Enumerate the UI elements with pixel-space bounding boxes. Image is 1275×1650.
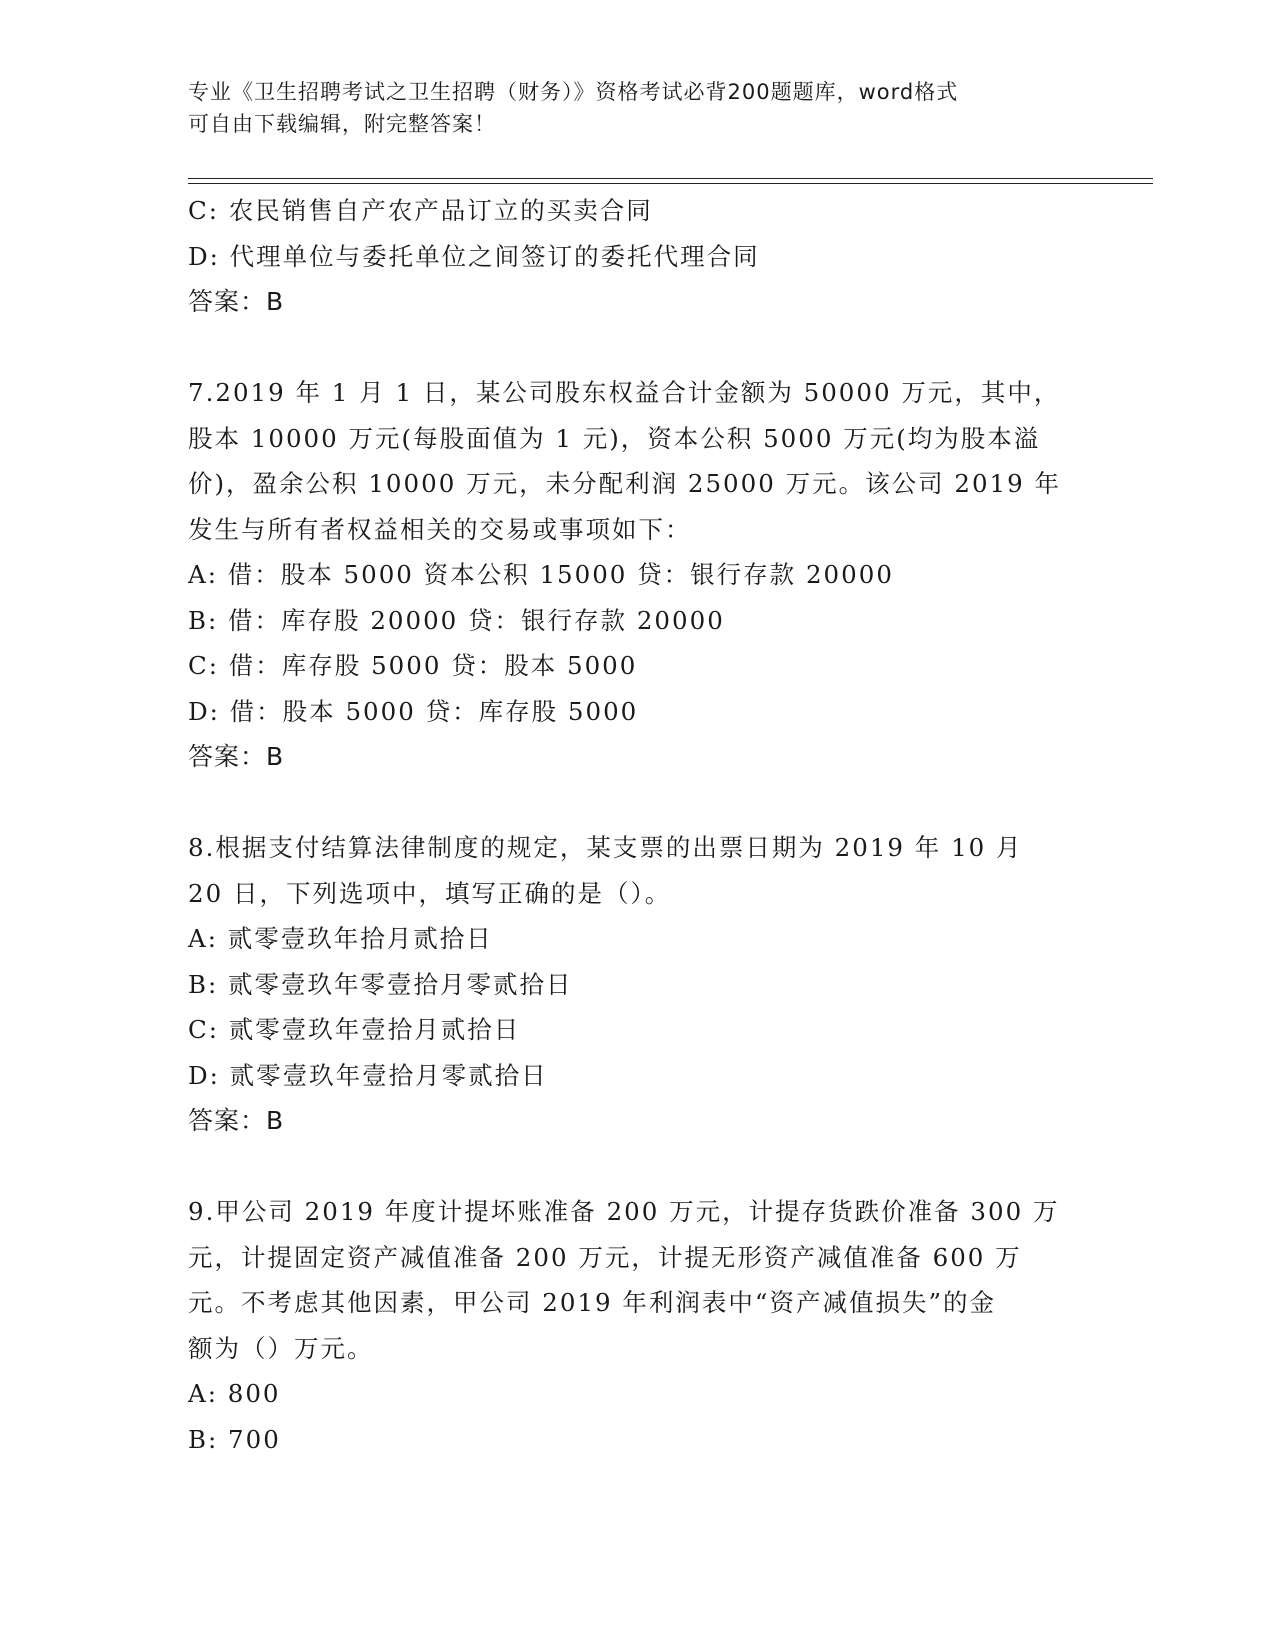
- answer-label: 答案：B: [188, 287, 285, 316]
- header-line-1: 专业《卫生招聘考试之卫生招聘（财务）》资格考试必背200题题库，word格式: [188, 80, 959, 104]
- option-b: B: 700: [188, 1424, 281, 1454]
- question-content: [188, 188, 1068, 1462]
- question-9-line-1: 9.甲公司 2019 年度计提坏账准备 200 万元，计提存货跌价准备 300 万: [188, 1197, 1060, 1226]
- answer-label: 答案：B: [188, 742, 285, 771]
- header-divider-bottom: [188, 183, 1153, 184]
- question-7-line-1: 7.2019 年 1 月 1 日，某公司股东权益合计金额为 50000 万元，其中，: [188, 378, 1061, 407]
- question-7-line-2: 股本 10000 万元(每股面值为 1 元)，资本公积 5000 万元(均为股本溢: [188, 423, 1041, 453]
- option-a: A: 贰零壹玖年拾月贰拾日: [188, 924, 493, 953]
- question-9-line-2: 元，计提固定资产减值准备 200 万元，计提无形资产减值准备 600 万: [188, 1242, 1022, 1272]
- document-header: [188, 76, 1088, 140]
- option-c: C: 贰零壹玖年壹拾月贰拾日: [188, 1015, 521, 1044]
- option-b: B: 借：库存股 20000 贷：银行存款 20000: [188, 605, 725, 635]
- question-8-line-2: 20 日，下列选项中，填写正确的是（）。: [188, 878, 672, 908]
- option-a: A: 800: [188, 1379, 281, 1408]
- header-divider-top: [188, 178, 1153, 179]
- option-d: D: 代理单位与委托单位之间签订的委托代理合同: [188, 241, 760, 271]
- option-c: C: 借：库存股 5000 贷：股本 5000: [188, 651, 638, 680]
- question-7-line-3: 价)，盈余公积 10000 万元，未分配利润 25000 万元。该公司 2019 年: [188, 469, 1062, 498]
- question-7-line-4: 发生与所有者权益相关的交易或事项如下：: [188, 514, 692, 544]
- question-9-line-4: 额为（）万元。: [188, 1333, 374, 1363]
- spacer: [188, 780, 1068, 826]
- option-c: C: 农民销售自产农产品订立的买卖合同: [188, 196, 653, 225]
- option-d: D: 借：股本 5000 贷：库存股 5000: [188, 696, 639, 726]
- header-line-2: 可自由下载编辑，附完整答案！: [188, 112, 496, 136]
- option-d: D: 贰零壹玖年壹拾月零贰拾日: [188, 1060, 548, 1090]
- spacer: [188, 1144, 1068, 1190]
- spacer: [188, 325, 1068, 371]
- option-a: A: 借：股本 5000 资本公积 15000 贷：银行存款 20000: [188, 560, 894, 589]
- option-b: B: 贰零壹玖年零壹拾月零贰拾日: [188, 969, 573, 999]
- question-8-line-1: 8.根据支付结算法律制度的规定，某支票的出票日期为 2019 年 10 月: [188, 833, 1023, 862]
- answer-label: 答案：B: [188, 1106, 285, 1135]
- question-9-line-3: 元。不考虑其他因素，甲公司 2019 年利润表中“资产减值损失”的金: [188, 1288, 996, 1317]
